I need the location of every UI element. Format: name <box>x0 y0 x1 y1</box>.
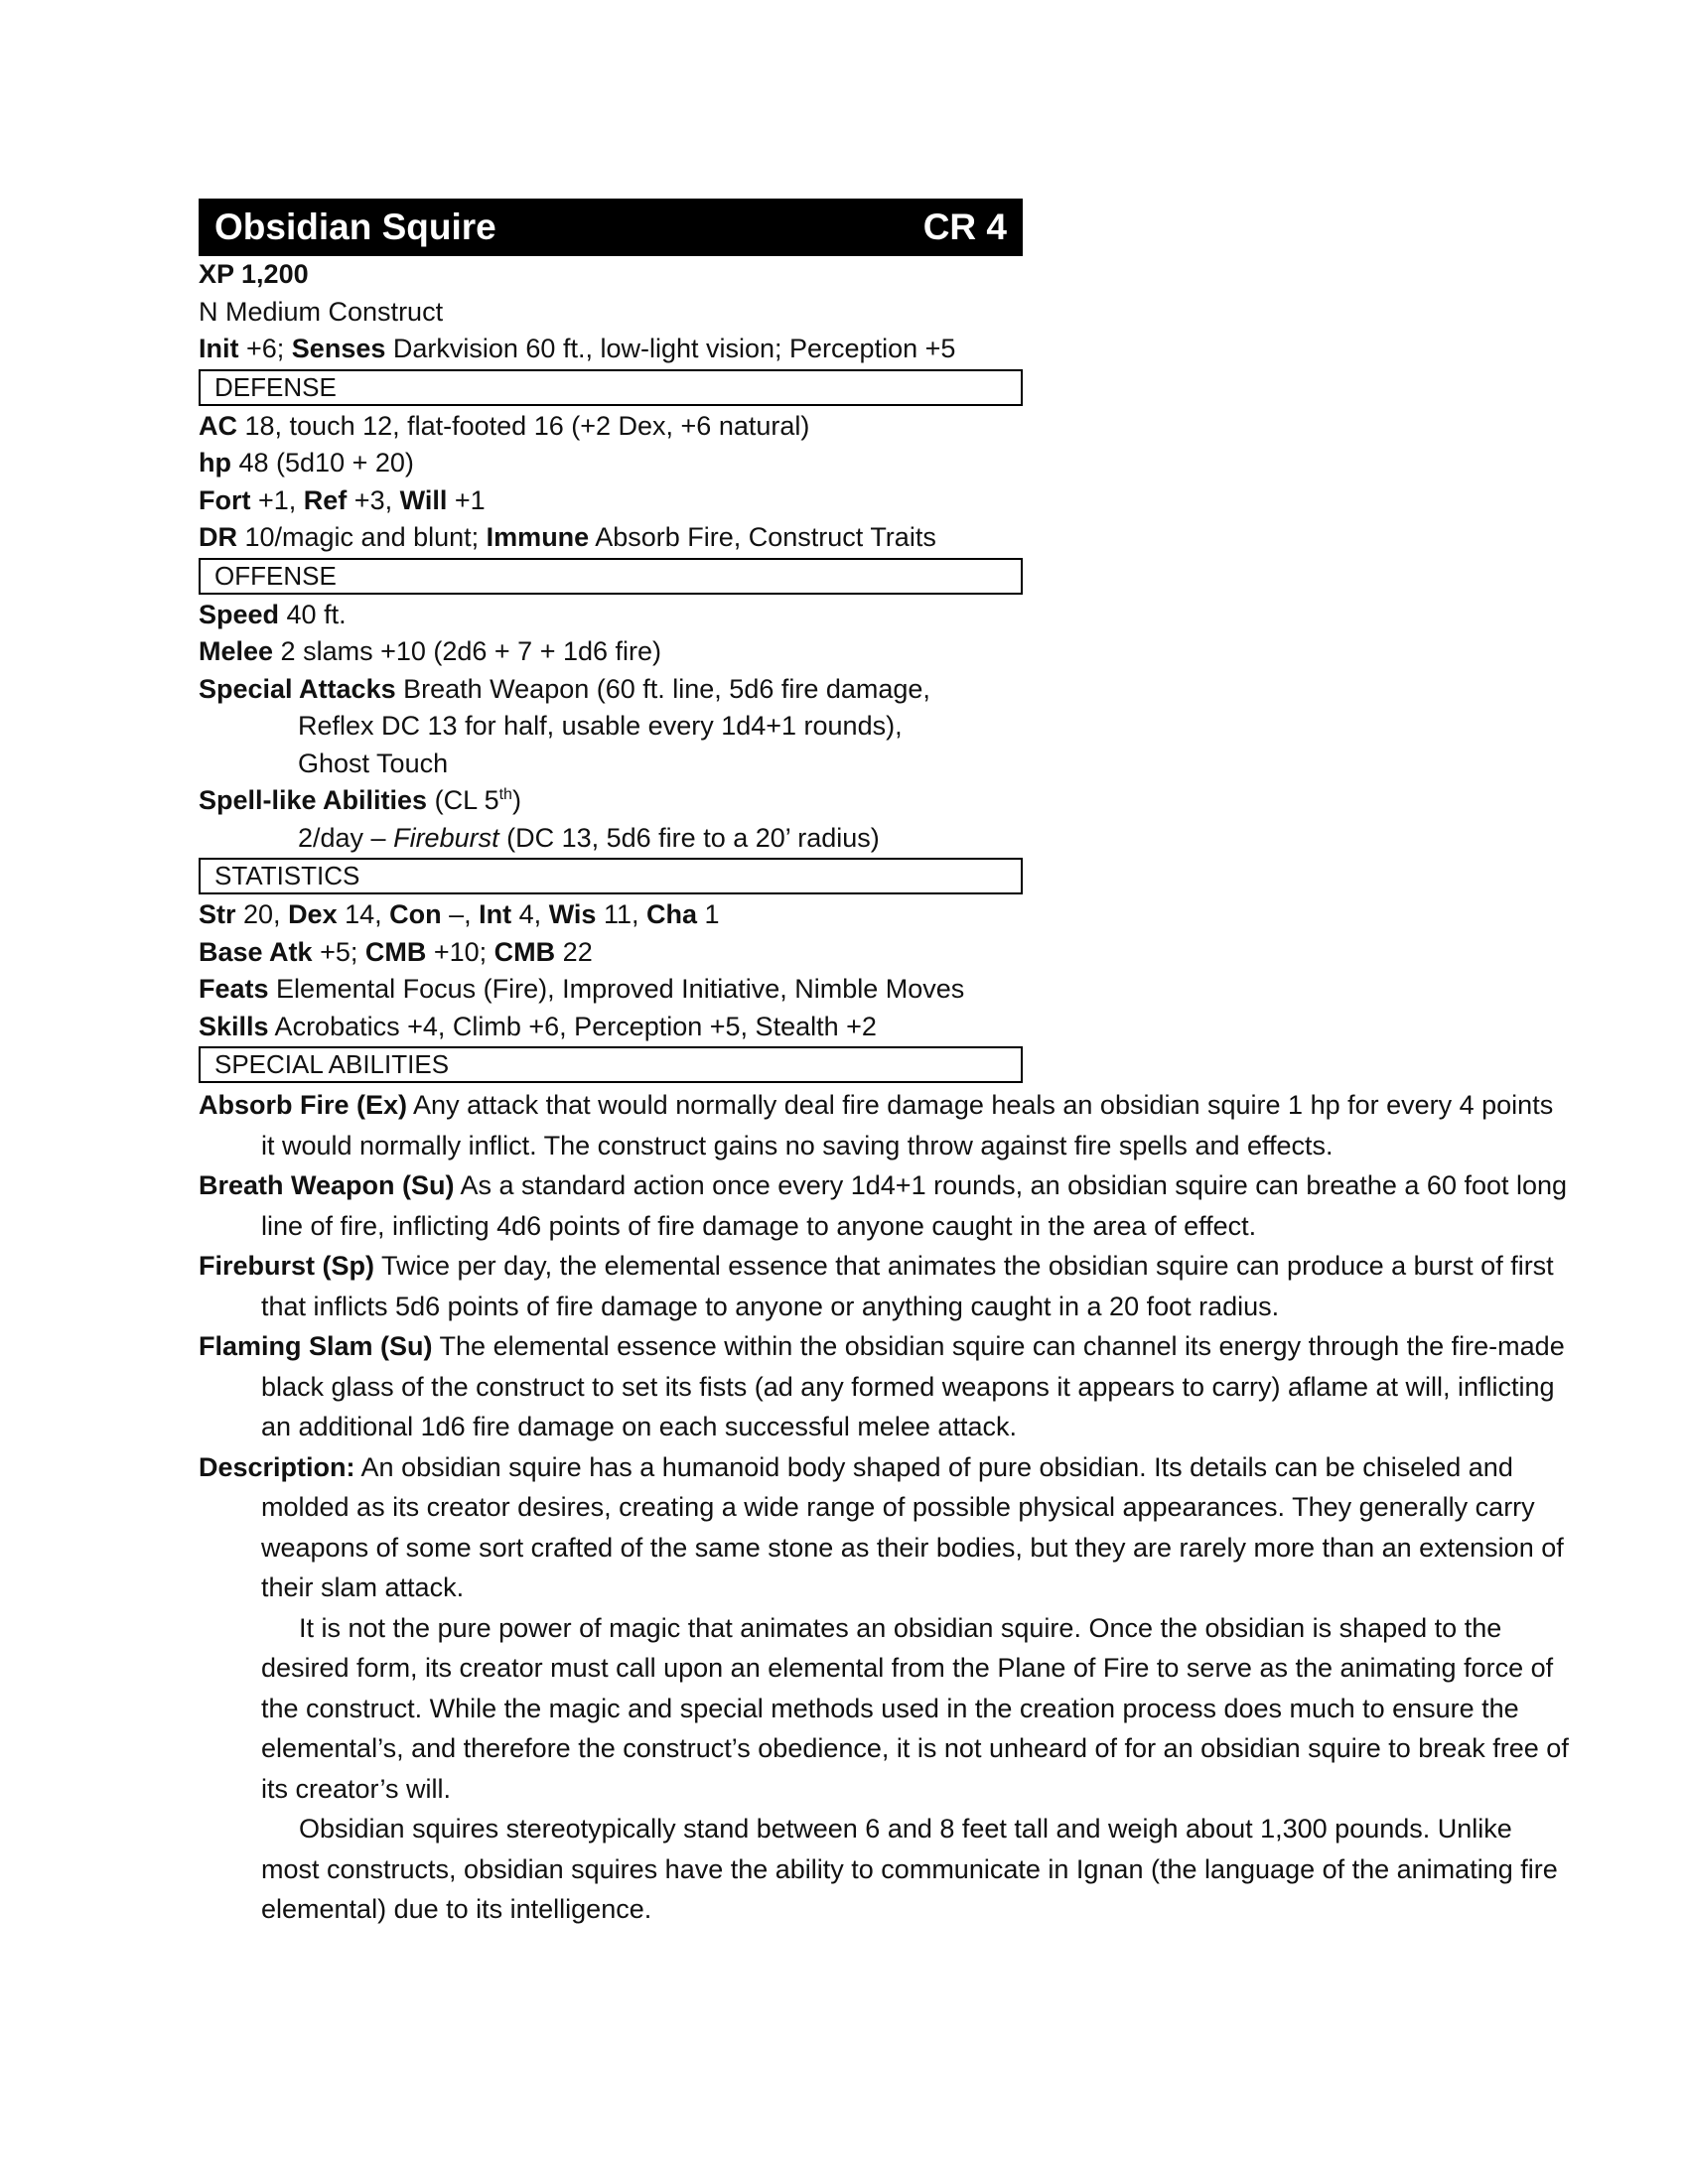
spell-like-ability-entry: 2/day – Fireburst (DC 13, 5d6 fire to a 20’ radius) <box>298 822 880 853</box>
description-paragraph-1: Description: An obsidian squire has a humanoid body shaped of pure obsidian. Its details can be chiseled and molded as its creator desires, creating a wide range of possible physical appearances. They generally carry weapons of some sort crafted of the same stone as their bodies, but they are rarely more than an extension of their slam attack. <box>199 1451 1564 1602</box>
spell-like-abilities-line: Spell-like Abilities (CL 5th) <box>199 785 521 815</box>
ability-breath-weapon: Breath Weapon (Su) As a standard action once every 1d4+1 rounds, an obsidian squire can breathe a 60 foot long line of fire, inflicting 4d6 points of fire damage to anyone caught in the area of effect. <box>199 1170 1568 1241</box>
stat-block-page <box>199 199 1569 1930</box>
section-special-abilities: SPECIAL ABILITIES <box>199 1046 1023 1083</box>
speed-line: Speed 40 ft. <box>199 599 347 629</box>
stat-block <box>199 199 1023 1083</box>
melee-line: Melee 2 slams +10 (2d6 + 7 + 1d6 fire) <box>199 636 662 666</box>
xp-line: XP 1,200 <box>199 259 309 289</box>
dr-line: DR 10/magic and blunt; Immune Absorb Fire, Construct Traits <box>199 522 936 552</box>
section-defense: DEFENSE <box>199 369 1023 406</box>
section-offense: OFFENSE <box>199 558 1023 595</box>
type-line: N Medium Construct <box>199 296 444 327</box>
ability-flaming-slam: Flaming Slam (Su) The elemental essence within the obsidian squire can channel its energy through the fire-made black glass of the construct to set its fists (ad any formed weapons it appears to carry) aflame at will, inflicting an additional 1d6 fire damage on each successful melee attack. <box>199 1331 1565 1441</box>
hp-line: hp 48 (5d10 + 20) <box>199 448 414 478</box>
section-statistics: STATISTICS <box>199 858 1023 894</box>
description-paragraph-2: It is not the pure power of magic that animates an obsidian squire. Once the obsidian is shaped to the desired form, its creator must call upon an elemental from the Plane of Fire to serve as the animating force of the construct. While the magic and special methods used in the creation process does much to ensure the elemental’s, and therefore the construct’s obedience, it is not unheard of for an obsidian squire to break free of its creator’s will. <box>261 1612 1569 1804</box>
special-attacks-cont-1: Reflex DC 13 for half, usable every 1d4+1 rounds), <box>298 711 903 741</box>
challenge-rating: CR 4 <box>922 206 1007 247</box>
ac-line: AC 18, touch 12, flat-footed 16 (+2 Dex, +6 natural) <box>199 410 810 441</box>
title-bar <box>199 199 1023 256</box>
saves-line: Fort +1, Ref +3, Will +1 <box>199 484 486 515</box>
creature-name: Obsidian Squire <box>214 206 496 247</box>
feats-line: Feats Elemental Focus (Fire), Improved Initiative, Nimble Moves <box>199 974 965 1004</box>
ability-scores-line: Str 20, Dex 14, Con –, Int 4, Wis 11, Cha 1 <box>199 899 720 929</box>
base-attack-line: Base Atk +5; CMB +10; CMB 22 <box>199 936 593 967</box>
ability-fireburst: Fireburst (Sp) Twice per day, the elemental essence that animates the obsidian squire can produce a burst of first that inflicts 5d6 points of fire damage to anyone or anything caught in a 20 foot radius. <box>199 1251 1554 1321</box>
special-attacks-cont-2: Ghost Touch <box>298 748 449 778</box>
init-line: Init +6; Senses Darkvision 60 ft., low-light vision; Perception +5 <box>199 334 956 363</box>
description-paragraph-3: Obsidian squires stereotypically stand between 6 and 8 feet tall and weigh about 1,300 pounds. Unlike most constructs, obsidian squires have the ability to communicate in Ignan (the language of the animating fire elemental) due to its intelligence. <box>261 1814 1558 1924</box>
skills-line: Skills Acrobatics +4, Climb +6, Perception +5, Stealth +2 <box>199 1011 877 1041</box>
ability-absorb-fire: Absorb Fire (Ex) Any attack that would normally deal fire damage heals an obsidian squire 1 hp for every 4 points it would normally inflict. The construct gains no saving throw against fire spells and effects. <box>199 1090 1554 1160</box>
special-attacks-line: Special Attacks Breath Weapon (60 ft. line, 5d6 fire damage, <box>199 673 930 704</box>
